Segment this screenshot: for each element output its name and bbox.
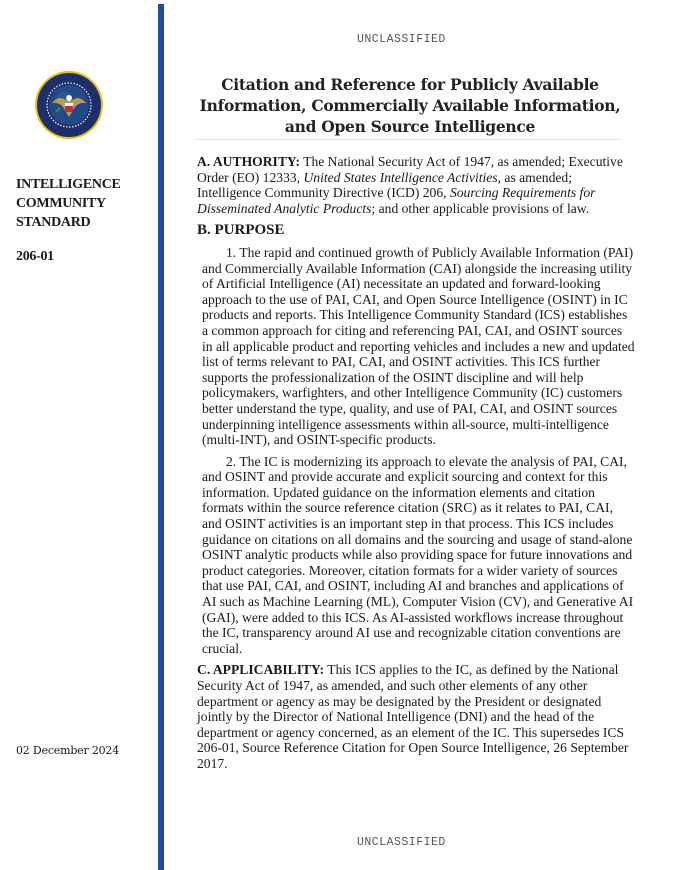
classification-banner-bottom: UNCLASSIFIED bbox=[357, 836, 446, 849]
standard-type-line: INTELLIGENCE bbox=[16, 177, 121, 192]
purpose-paragraph-2: 2. The IC is modernizing its approach to elevate the analysis of PAI, CAI, and OSINT and provide accurate and explicit sourcing and context for this information. Updated guidance on the information elements and citation formats within the source reference citation (SRC) as it relates to PAI, CAI, and OSINT activities is an important step in that process. This ICS includes guidance on citations on all domains and the sourcing and usage of stand-alone OSINT analytic products while also providing space for future innovations and product categories. Moreover, citation formats for a wider variety of sources that use PAI, CAI, and OSINT, including AI and branches and applications of AI such as Machine Learning (ML), Computer Vision (CV), and Generative AI (GAI), were added to this ICS. As AI-assisted workflows increase throughout the IC, transparency around AI use and recognizable citation conventions are crucial. bbox=[202, 453, 634, 656]
authority-text: , as amended; Intelligence Community Directive (ICD) 206, bbox=[197, 169, 572, 201]
classification-banner-top: UNCLASSIFIED bbox=[357, 33, 446, 46]
standard-number: 206-01 bbox=[16, 249, 54, 264]
title-line: Citation and Reference for Publicly Available bbox=[221, 75, 599, 94]
authority-text: The National Security Act of 1947, as amended; Executive Order (EO) 12333, bbox=[197, 154, 623, 185]
applicability-text: This ICS applies to the IC, as defined by the National Security Act of 1947, as amended, and such other elements of any other department or agency as may be designated by the President or designated jointly by the Director of National Intelligence (DNI) and the head of the department or agency concerned, as an element of the IC. This supersedes ICS 206-01, Source Reference Citation for Open Source Intelligence, 26 September 2017. bbox=[197, 662, 629, 771]
authority-text: ; and other applicable provisions of law. bbox=[371, 200, 590, 216]
title-line: and Open Source Intelligence bbox=[284, 117, 536, 136]
document-date: 02 December 2024 bbox=[16, 744, 120, 757]
applicability-section bbox=[197, 662, 635, 771]
applicability-heading: C. APPLICABILITY: bbox=[197, 662, 325, 678]
standard-type-line: STANDARD bbox=[16, 215, 91, 230]
purpose-paragraph-1: 1. The rapid and continued growth of Publicly Available Information (PAI) and Commercially Available Information (CAI) alongside the increasing utility of Artificial Intelligence (AI) necessitate an updated and forward-looking approach to the use of PAI, CAI, and Open Source Intelligence (OSINT) in IC products and reports. This Intelligence Community Standard (ICS) establishes a common approach for citing and referencing PAI, CAI, and OSINT sources in all applicable product and reporting vehicles and includes a new and updated list of terms relevant to PAI, CAI, and OSINT activities. This ICS further supports the professionalization of the OSINT discipline and will help policymakers, warfighters, and other Intelligence Community (IC) customers better understand the type, quality, and use of PAI, CAI, and OSINT sources underpinning intelligence assessments within all-source, multi-intelligence (multi-INT), and OSINT-specific products. bbox=[202, 244, 635, 448]
authority-heading: A. AUTHORITY: bbox=[197, 154, 300, 169]
purpose-heading: B. PURPOSE bbox=[197, 222, 285, 239]
authority-italic-title: Sourcing Requirements for Disseminated Analytic Products bbox=[197, 185, 596, 216]
authority-italic-title: United States Intelligence Activities bbox=[303, 169, 498, 185]
authority-section bbox=[197, 154, 635, 216]
title-line: Information, Commercially Available Information, bbox=[199, 96, 621, 115]
odni-seal-icon bbox=[34, 70, 104, 140]
title-divider bbox=[196, 139, 622, 140]
accent-bar bbox=[158, 4, 164, 870]
document-title bbox=[197, 74, 623, 137]
standard-type-line: COMMUNITY bbox=[16, 196, 106, 211]
standard-type-label bbox=[16, 175, 121, 232]
document-body bbox=[197, 154, 635, 772]
